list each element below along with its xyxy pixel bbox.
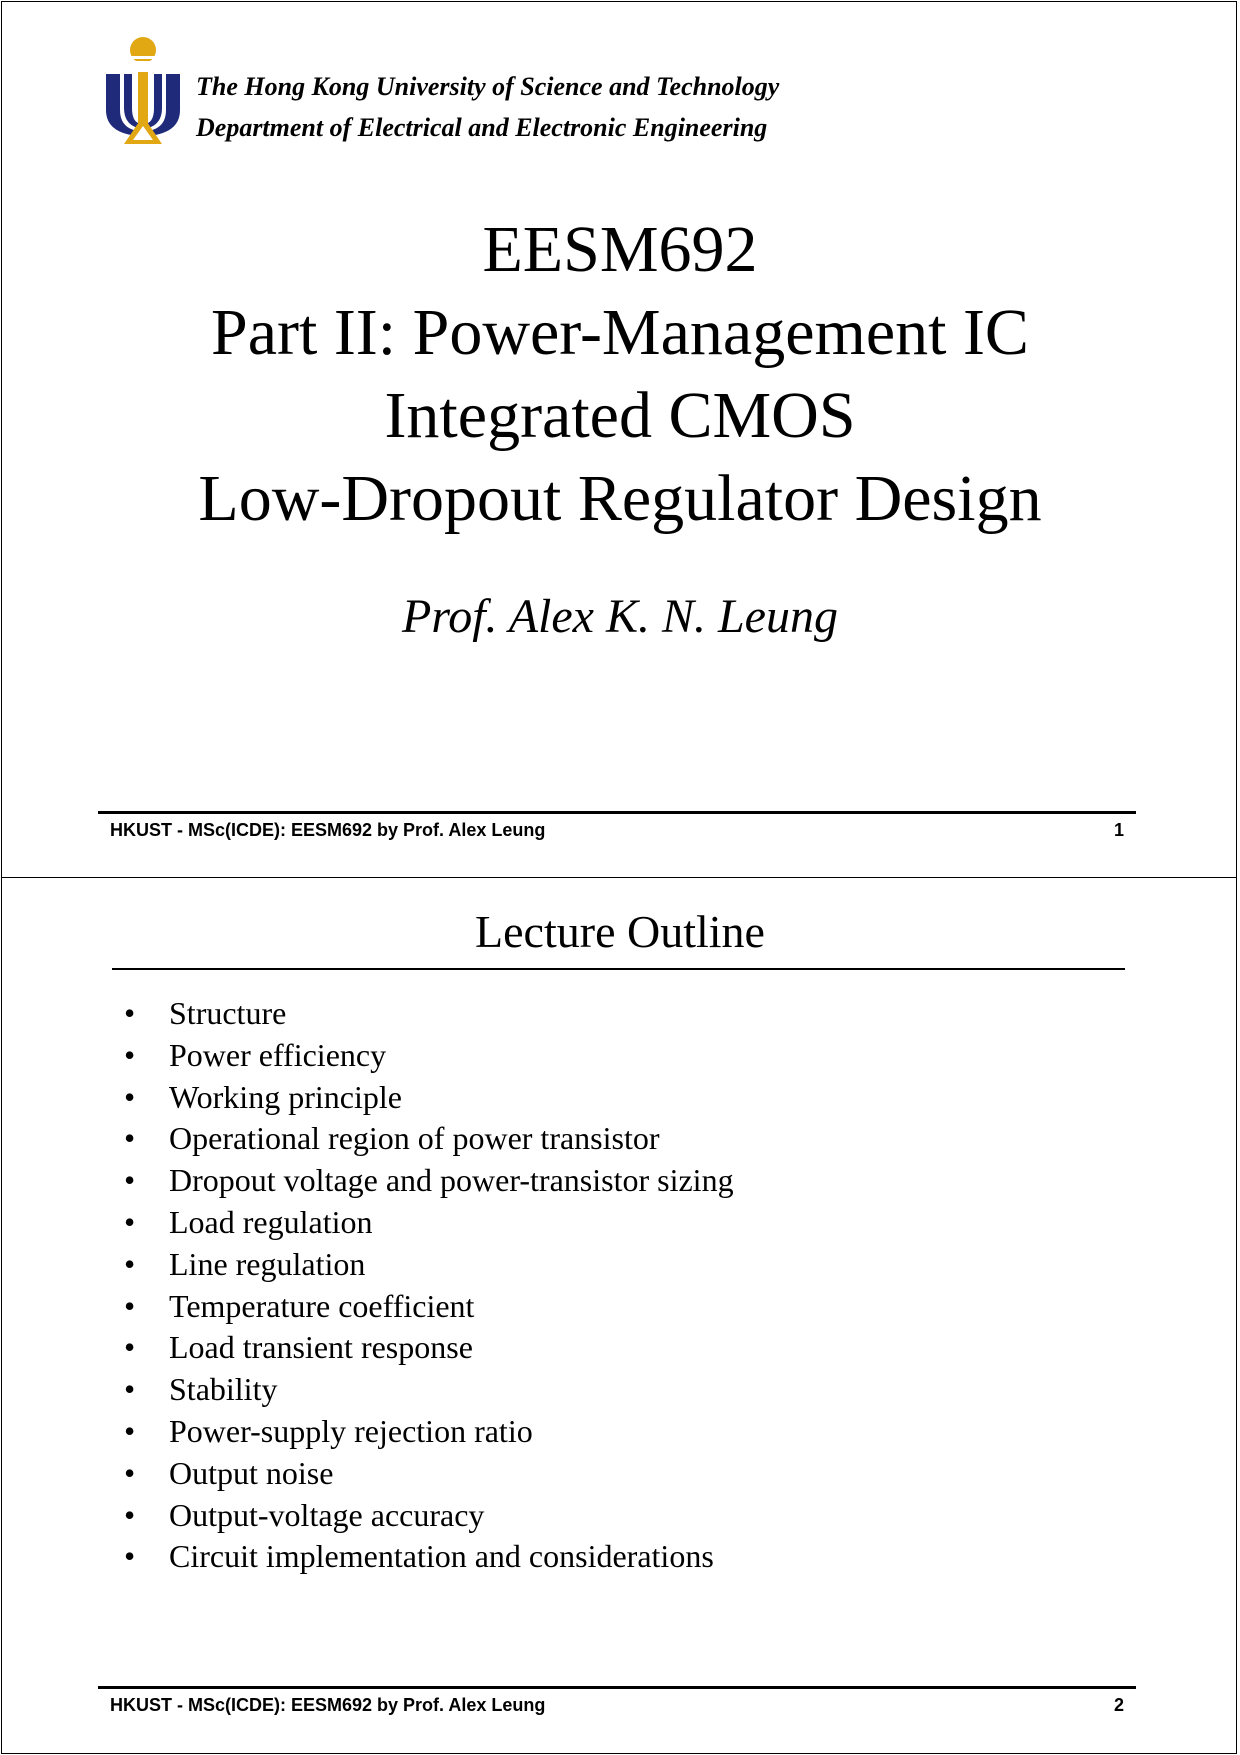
list-item-label: Temperature coefficient [169, 1287, 475, 1324]
bullet-icon: • [124, 1496, 136, 1533]
bullet-icon: • [124, 1036, 136, 1073]
bullet-icon: • [124, 1454, 136, 1491]
page-number: 1 [1113, 820, 1124, 840]
list-item [124, 1411, 734, 1453]
list-item-label: Stability [169, 1371, 278, 1408]
bullet-icon: • [124, 995, 136, 1031]
bullet-icon: • [124, 1287, 136, 1324]
slide-title [2, 208, 1238, 540]
list-item [124, 1453, 734, 1495]
title-line-part: Part II: Power-Management IC [211, 296, 1029, 369]
slide-2 [1, 877, 1237, 1754]
footer-divider [98, 811, 1136, 814]
footer-caption: HKUST - MSc(ICDE): EESM692 by Prof. Alex Leung [110, 1695, 546, 1715]
list-item-label: Output-voltage accuracy [169, 1496, 485, 1533]
list-item [124, 1369, 734, 1411]
bullet-icon: • [124, 1412, 136, 1449]
list-item-label: Power-supply rejection ratio [169, 1412, 533, 1449]
author-name: Prof. Alex K. N. Leung [402, 590, 838, 643]
bullet-icon: • [124, 1245, 136, 1282]
list-item [124, 1202, 734, 1244]
footer-divider [98, 1686, 1136, 1689]
list-item [124, 1160, 734, 1202]
outline-title: Lecture Outline [475, 906, 765, 957]
list-item-label: Working principle [169, 1078, 402, 1115]
list-item-label: Load regulation [169, 1203, 373, 1240]
list-item-label: Operational region of power transistor [169, 1120, 660, 1157]
list-item [124, 1536, 734, 1578]
slide-1 [1, 1, 1237, 878]
list-item-label: Line regulation [169, 1245, 366, 1282]
footer-caption: HKUST - MSc(ICDE): EESM692 by Prof. Alex Leung [110, 820, 546, 840]
university-name: The Hong Kong University of Science and Technology [196, 72, 780, 101]
title-line-subtopic: Low-Dropout Regulator Design [198, 462, 1042, 535]
list-item [124, 1077, 734, 1119]
hkust-logo-icon [104, 36, 182, 146]
page-number: 2 [1113, 1695, 1124, 1715]
list-item-label: Circuit implementation and considerations [169, 1538, 714, 1575]
title-line-topic: Integrated CMOS [384, 379, 856, 452]
list-item-label: Load transient response [169, 1329, 473, 1366]
list-item [124, 1035, 734, 1077]
list-item [124, 1286, 734, 1328]
list-item [124, 993, 734, 1035]
bullet-icon: • [124, 1371, 136, 1408]
list-item [124, 1327, 734, 1369]
bullet-icon: • [124, 1078, 136, 1115]
list-item-label: Dropout voltage and power-transistor sizing [169, 1162, 734, 1199]
department-name: Department of Electrical and Electronic Engineering [196, 113, 768, 142]
bullet-icon: • [124, 1162, 136, 1199]
list-item-label: Structure [169, 995, 287, 1031]
institution-header [196, 66, 779, 148]
bullet-icon: • [124, 1203, 136, 1240]
bullet-icon: • [124, 1120, 136, 1157]
title-line-course: EESM692 [482, 213, 758, 286]
title-divider [112, 968, 1125, 970]
outline-list [124, 993, 734, 1578]
list-item [124, 1495, 734, 1537]
bullet-icon: • [124, 1538, 136, 1575]
list-item-label: Power efficiency [169, 1036, 387, 1073]
bullet-icon: • [124, 1329, 136, 1366]
list-item [124, 1118, 734, 1160]
list-item-label: Output noise [169, 1454, 334, 1491]
list-item [124, 1244, 734, 1286]
